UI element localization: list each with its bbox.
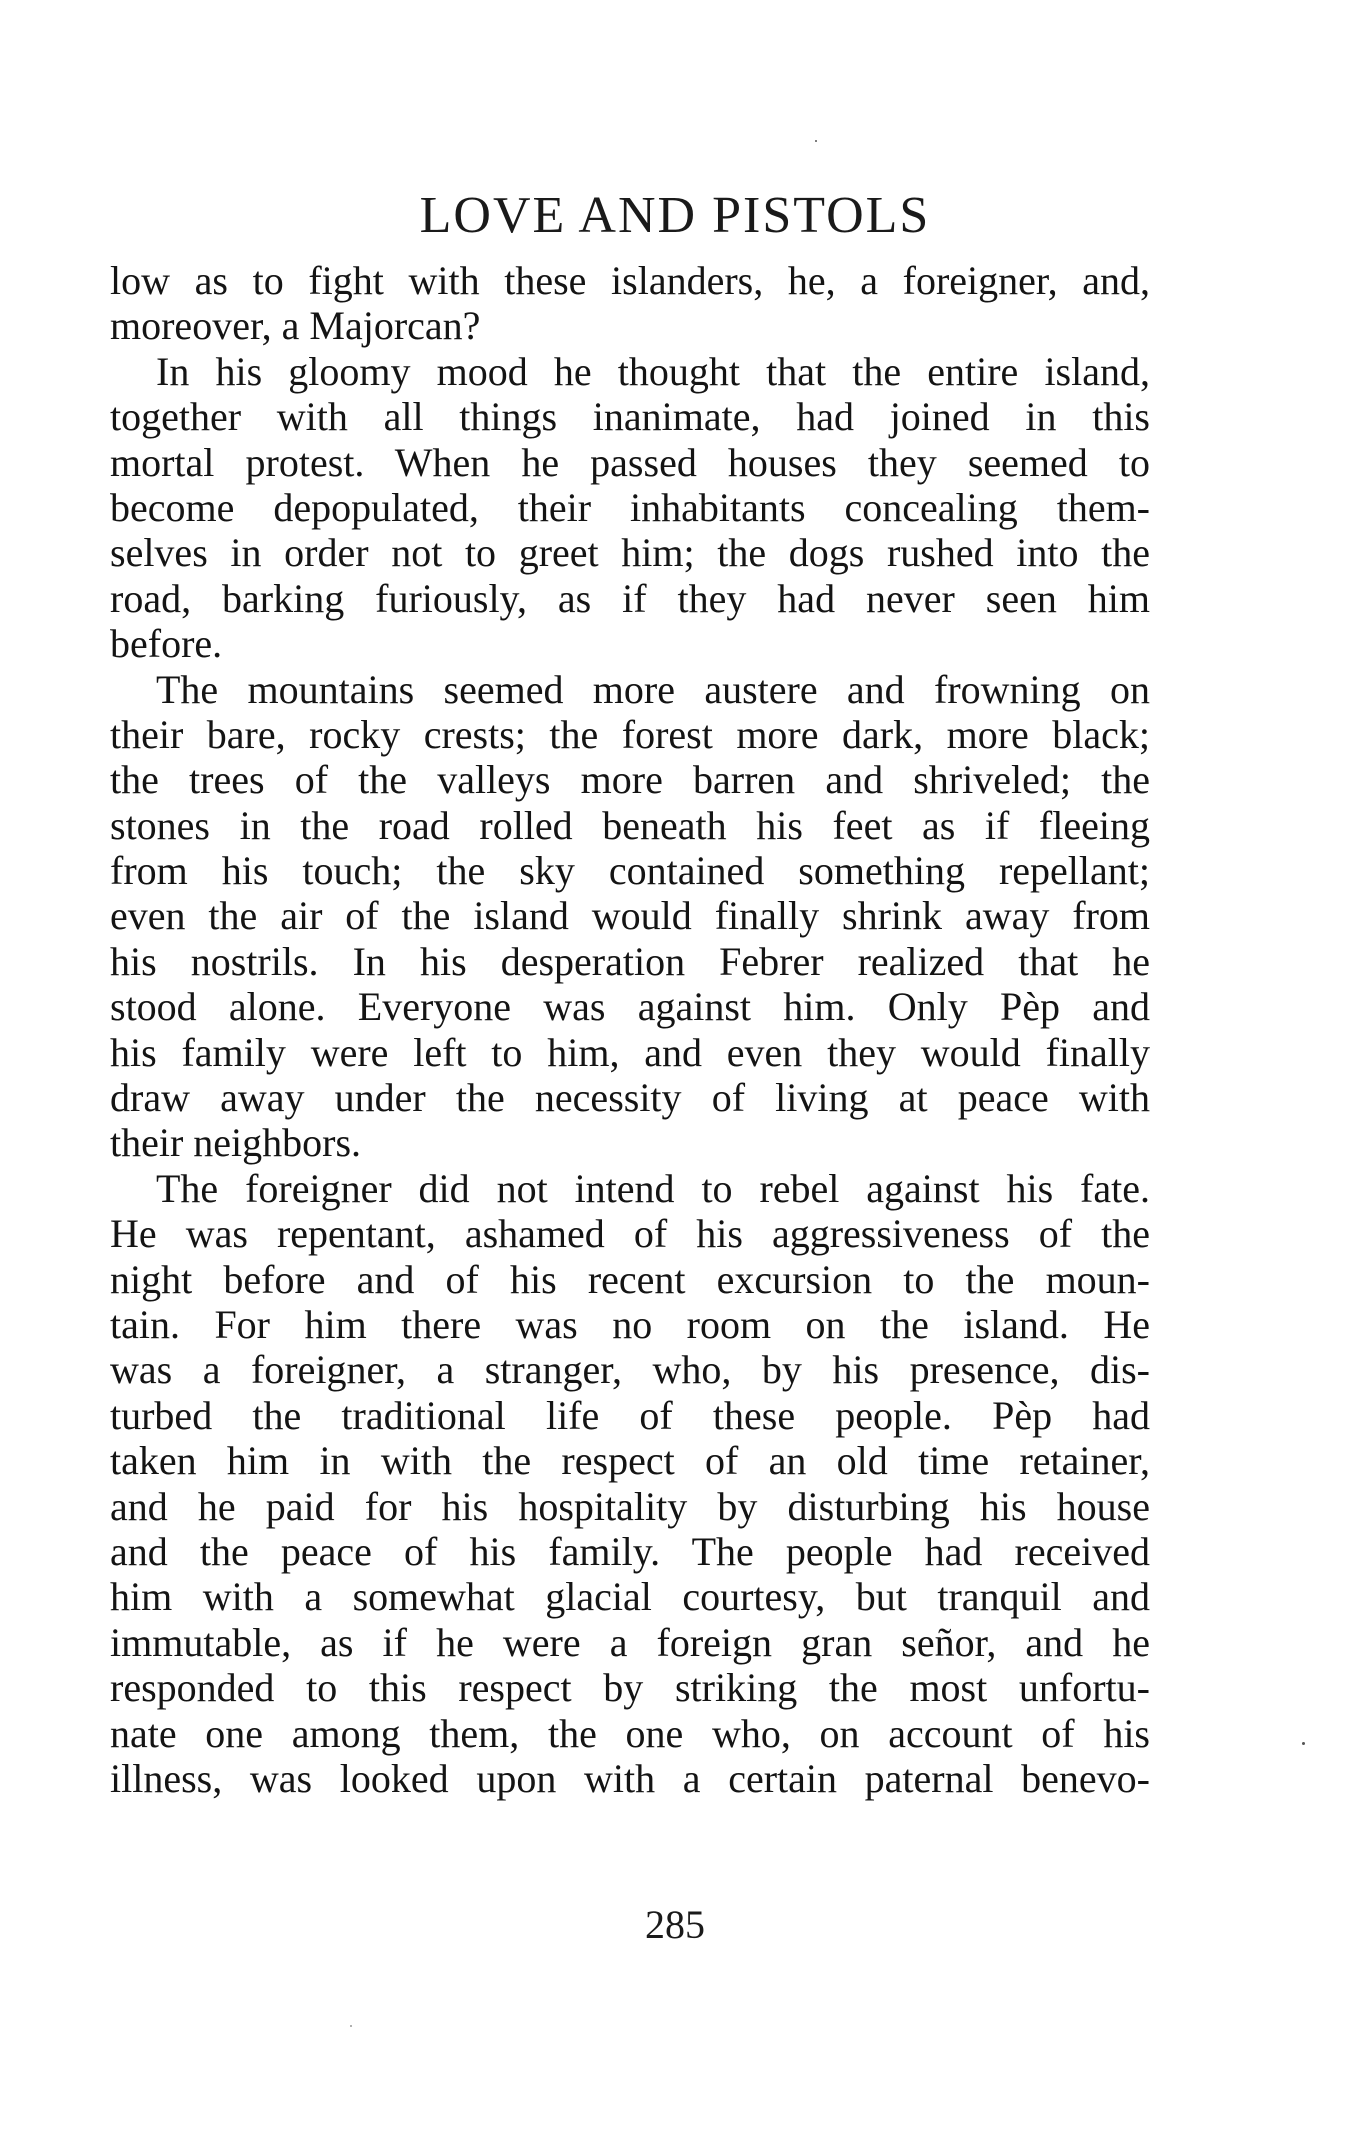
scan-speck <box>1302 1742 1305 1745</box>
page-number: 285 <box>645 1902 705 1947</box>
text-line: and he paid for his hospitality by disturbing his house <box>110 1483 1150 1529</box>
text-line: The mountains seemed more austere and frowning on <box>156 666 1150 712</box>
text-line: become depopulated, their inhabitants concealing them- <box>110 484 1150 530</box>
text-line: and the peace of his family. The people had received <box>110 1528 1150 1574</box>
text-line: nate one among them, the one who, on account of his <box>110 1710 1150 1756</box>
text-line: taken him in with the respect of an old time retainer, <box>110 1438 1150 1484</box>
text-line: their bare, rocky crests; the forest more dark, more black; <box>110 711 1150 757</box>
text-line: their neighbors. <box>110 1120 362 1166</box>
text-line: stones in the road rolled beneath his feet as if fleeing <box>110 802 1150 848</box>
text-line: before. <box>110 621 223 667</box>
text-line: night before and of his recent excursion to the moun- <box>110 1256 1150 1302</box>
text-line: responded to this respect by striking the most unfortu- <box>110 1665 1150 1711</box>
text-line: The foreigner did not intend to rebel against his fate. <box>156 1165 1150 1211</box>
running-header: LOVE AND PISTOLS <box>419 187 931 244</box>
text-line: tain. For him there was no room on the island. He <box>110 1301 1150 1347</box>
text-line: his family were left to him, and even they would finally <box>110 1029 1150 1075</box>
text-line: low as to fight with these islanders, he, a foreigner, and, <box>110 258 1150 303</box>
text-line: stood alone. Everyone was against him. Only Pèp and <box>110 984 1150 1030</box>
text-line: In his gloomy mood he thought that the entire island, <box>156 348 1150 394</box>
text-line: He was repentant, ashamed of his aggressiveness of the <box>110 1211 1150 1257</box>
text-line: road, barking furiously, as if they had never seen him <box>110 575 1150 621</box>
text-line: was a foreigner, a stranger, who, by his presence, dis- <box>110 1347 1150 1393</box>
text-line: selves in order not to greet him; the dogs rushed into the <box>110 530 1150 576</box>
text-line: the trees of the valleys more barren and shriveled; the <box>110 757 1150 803</box>
text-line: moreover, a Majorcan? <box>110 303 481 349</box>
text-line: from his touch; the sky contained something repellant; <box>110 848 1150 894</box>
text-line: immutable, as if he were a foreign gran señor, and he <box>110 1619 1150 1665</box>
scan-speck <box>350 2025 352 2027</box>
text-line: mortal protest. When he passed houses they seemed to <box>110 439 1150 485</box>
text-line: turbed the traditional life of these people. Pèp had <box>110 1392 1150 1438</box>
text-line: draw away under the necessity of living at peace with <box>110 1075 1150 1121</box>
text-line: even the air of the island would finally shrink away from <box>110 893 1150 939</box>
text-line: together with all things inanimate, had joined in this <box>110 394 1150 440</box>
text-line: his nostrils. In his desperation Febrer realized that he <box>110 938 1150 984</box>
text-line: illness, was looked upon with a certain paternal benevo- <box>110 1755 1150 1801</box>
scan-speck <box>815 140 817 142</box>
text-line: him with a somewhat glacial courtesy, but tranquil and <box>110 1574 1150 1620</box>
body-text <box>110 258 1150 1801</box>
